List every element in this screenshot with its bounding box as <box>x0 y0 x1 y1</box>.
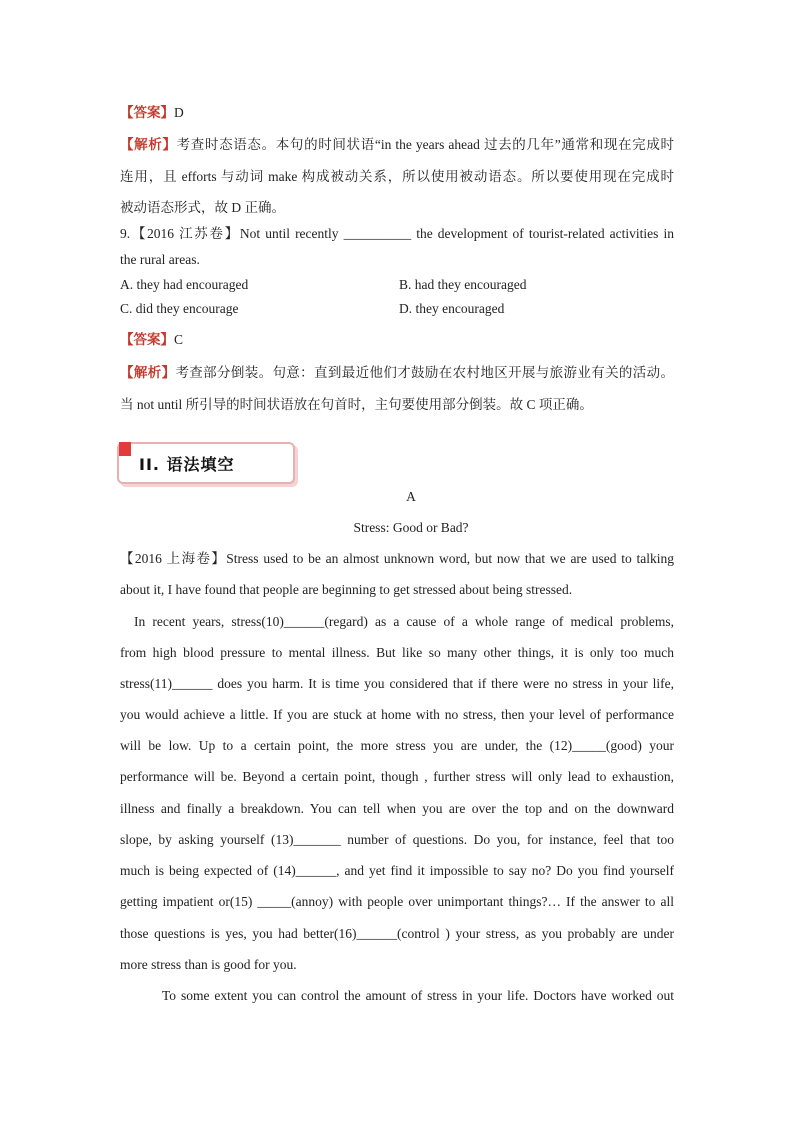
q9-analysis-line-2: 当 not until 所引导的时间状语放在句首时，主句要使用部分倒装。故 C 项正确。 <box>120 397 593 412</box>
answer-tag: 【答案】 <box>120 105 174 120</box>
q8-analysis-line-2: 连用，且 efforts 与动词 make 构成被动关系，所以使用被动语态。所以要使用现在完成时 <box>120 169 674 184</box>
passage-line: slope, by asking yourself (13)_______ number of questions. Do you, for instance, feel that too <box>120 832 674 847</box>
passage-line: stress(11)______ does you harm. It is time you considered that if there were no stress in your life, <box>120 676 674 691</box>
answer-value: C <box>174 332 184 347</box>
q8-answer <box>120 104 184 122</box>
analysis-text: 考查时态语态。本句的时间状语“in the years ahead 过去的几年”通常和现在完成时 <box>176 137 675 152</box>
passage-line: about it, I have found that people are beginning to get stressed about being stressed. <box>120 582 573 597</box>
section-title: II. 语法填空 <box>139 455 235 474</box>
passage-line: getting impatient or(15) _____(annoy) with people over unimportant things?… If the answer to all <box>120 894 674 909</box>
passage-line: those questions is yes, you had better(16)______(control ) your stress, as you probably are under <box>120 926 674 941</box>
q9-option-b: B. had they encouraged <box>399 277 527 292</box>
passage-line: In recent years, stress(10)______(regard) as a cause of a whole range of medical problems, <box>134 614 674 629</box>
passage-line: 【2016 上海卷】Stress used to be an almost unknown word, but now that we are used to talking <box>120 551 674 566</box>
q9-option-a: A. they had encouraged <box>120 277 249 292</box>
passage-label: A <box>406 489 416 504</box>
q9-option-d: D. they encouraged <box>399 301 505 316</box>
q9-analysis-line-1 <box>120 364 674 382</box>
passage-line: To some extent you can control the amount of stress in your life. Doctors have worked out <box>162 988 674 1003</box>
passage-line: you would achieve a little. If you are stuck at home with no stress, then your level of performance <box>120 707 674 722</box>
passage-line: performance will be. Beyond a certain point, though , further stress will only lead to exhaustion, <box>120 769 674 784</box>
section-header <box>117 442 295 484</box>
q9-answer <box>120 331 183 349</box>
analysis-tag: 【解析】 <box>120 365 176 380</box>
analysis-tag: 【解析】 <box>120 137 177 152</box>
passage-line: much is being expected of (14)______, and yet find it impossible to say no? Do you find yourself <box>120 863 674 878</box>
q9-option-c: C. did they encourage <box>120 301 239 316</box>
q9-stem-line-1: 9.【2016 江苏卷】Not until recently __________ the development of tourist-related activities in <box>120 226 674 241</box>
q9-stem-line-2: the rural areas. <box>120 252 200 267</box>
passage-line: from high blood pressure to mental illness. But like so many other things, it is only too much <box>120 645 674 660</box>
passage-line: more stress than is good for you. <box>120 957 297 972</box>
answer-tag: 【答案】 <box>120 332 174 347</box>
passage-line: will be low. Up to a certain point, the more stress you are under, the (12)_____(good) your <box>120 738 674 753</box>
q8-analysis-line-1 <box>120 136 674 154</box>
analysis-text: 考查部分倒装。句意：直到最近他们才鼓励在农村地区开展与旅游业有关的活动。 <box>175 365 675 380</box>
q8-analysis-line-3: 被动语态形式，故 D 正确。 <box>120 200 285 215</box>
answer-value: D <box>174 105 184 120</box>
section-marker <box>119 442 131 456</box>
passage-line: illness and finally a breakdown. You can tell when you are over the top and on the downward <box>120 801 674 816</box>
passage-title: Stress: Good or Bad? <box>353 520 469 535</box>
